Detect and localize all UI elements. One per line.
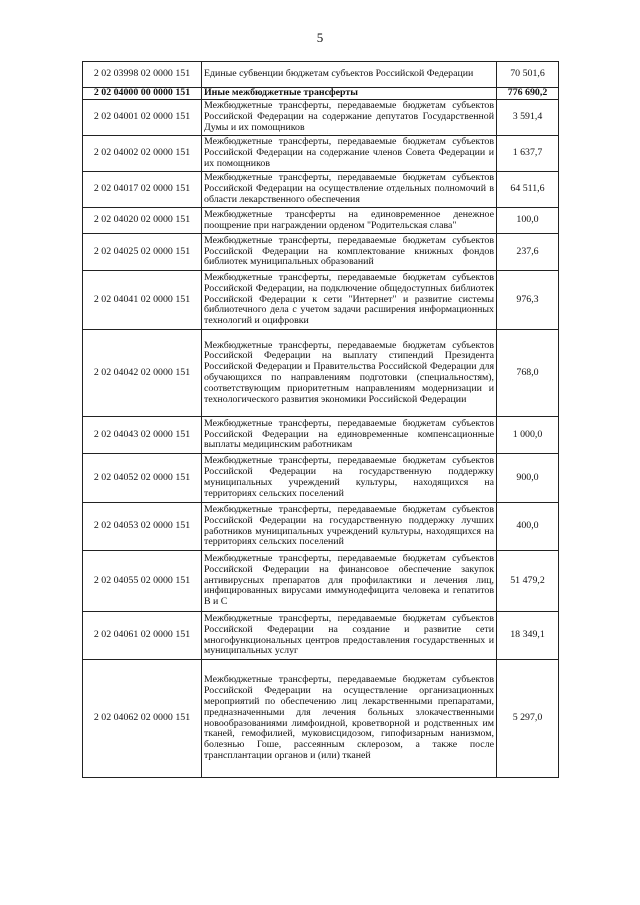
row-name-cell: Межбюджетные трансферты, передаваемые бюджетам субъектов Российской Федерации на осуществление отдельных полномочий в области лекарственного обеспечения	[202, 172, 497, 208]
row-name-cell: Межбюджетные трансферты, передаваемые бюджетам субъектов Российской Федерации на создание и развитие сети многофункциональных центров предоставления государственных и муниципальных услуг	[202, 612, 497, 660]
table-row	[83, 330, 559, 417]
row-name-cell: Межбюджетные трансферты, передаваемые бюджетам субъектов Российской Федерации на осуществление организационных мероприятий по обеспечению лиц лекарственными препаратами, предназначенными для лечения больных злокачественными новообразованиями лимфоидной, кроветворной и родственных им тканей, гемофилией, муковисцидозом, гипофизарным нанизмом, болезнью Гоше, рассеянным склерозом, а также после трансплантации органов и (или) тканей	[202, 660, 497, 778]
row-code-cell: 2 02 04061 02 0000 151	[83, 612, 202, 660]
row-name-cell: Иные межбюджетные трансферты	[202, 88, 497, 100]
row-name-cell: Единые субвенции бюджетам субъектов Российской Федерации	[202, 62, 497, 88]
row-code-cell: 2 02 03998 02 0000 151	[83, 62, 202, 88]
row-code-cell: 2 02 04000 00 0000 151	[83, 88, 202, 100]
table-row	[83, 100, 559, 136]
table-row	[83, 136, 559, 172]
row-amount-cell: 100,0	[497, 208, 559, 234]
budget-table-body	[83, 62, 559, 778]
row-amount-cell: 400,0	[497, 503, 559, 551]
row-code-cell: 2 02 04055 02 0000 151	[83, 551, 202, 612]
row-code-cell: 2 02 04020 02 0000 151	[83, 208, 202, 234]
table-row	[83, 612, 559, 660]
table-row	[83, 454, 559, 503]
row-name-cell: Межбюджетные трансферты, передаваемые бюджетам субъектов Российской Федерации на содержание депутатов Государственной Думы и их помощников	[202, 100, 497, 136]
row-amount-cell: 51 479,2	[497, 551, 559, 612]
row-name-cell: Межбюджетные трансферты, передаваемые бюджетам субъектов Российской Федерации на государственную поддержку муниципальных учреждений культуры, находящихся на территориях сельских поселений	[202, 454, 497, 503]
table-row	[83, 551, 559, 612]
row-name-cell: Межбюджетные трансферты, передаваемые бюджетам субъектов Российской Федерации на государственную поддержку лучших работников муниципальных учреждений культуры, находящихся на территориях сельских поселений	[202, 503, 497, 551]
row-amount-cell: 776 690,2	[497, 88, 559, 100]
row-amount-cell: 1 637,7	[497, 136, 559, 172]
row-amount-cell: 1 000,0	[497, 417, 559, 454]
row-code-cell: 2 02 04042 02 0000 151	[83, 330, 202, 417]
row-name-cell: Межбюджетные трансферты, передаваемые бюджетам субъектов Российской Федерации на содержание членов Совета Федерации и их помощников	[202, 136, 497, 172]
row-code-cell: 2 02 04002 02 0000 151	[83, 136, 202, 172]
row-code-cell: 2 02 04052 02 0000 151	[83, 454, 202, 503]
budget-table	[82, 61, 559, 778]
row-name-cell: Межбюджетные трансферты на единовременное денежное поощрение при награждении орденом "Родительская слава"	[202, 208, 497, 234]
row-code-cell: 2 02 04053 02 0000 151	[83, 503, 202, 551]
row-name-cell: Межбюджетные трансферты, передаваемые бюджетам субъектов Российской Федерации, на подключение общедоступных библиотек Российской Федерации к сети "Интернет" и развитие системы библиотечного дела с учетом задачи расширения информационных технологий и оцифровки	[202, 271, 497, 330]
row-amount-cell: 3 591,4	[497, 100, 559, 136]
page-number: 5	[316, 30, 324, 45]
table-row	[83, 234, 559, 271]
row-name-cell: Межбюджетные трансферты, передаваемые бюджетам субъектов Российской Федерации на единовременные компенсационные выплаты медицинским работникам	[202, 417, 497, 454]
table-row	[83, 271, 559, 330]
table-row	[83, 172, 559, 208]
row-amount-cell: 900,0	[497, 454, 559, 503]
row-code-cell: 2 02 04025 02 0000 151	[83, 234, 202, 271]
row-amount-cell: 237,6	[497, 234, 559, 271]
row-code-cell: 2 02 04001 02 0000 151	[83, 100, 202, 136]
row-amount-cell: 5 297,0	[497, 660, 559, 778]
table-row	[83, 62, 559, 88]
row-name-cell: Межбюджетные трансферты, передаваемые бюджетам субъектов Российской Федерации на комплектование книжных фондов библиотек муниципальных образований	[202, 234, 497, 271]
row-name-cell: Межбюджетные трансферты, передаваемые бюджетам субъектов Российской Федерации на финансовое обеспечение закупок антивирусных препаратов для профилактики и лечения лиц, инфицированных вирусами иммунодефицита человека и гепатитов В и С	[202, 551, 497, 612]
row-amount-cell: 768,0	[497, 330, 559, 417]
row-code-cell: 2 02 04062 02 0000 151	[83, 660, 202, 778]
row-name-cell: Межбюджетные трансферты, передаваемые бюджетам субъектов Российской Федерации на выплату стипендий Президента Российской Федерации и Правительства Российской Федерации для обучающихся по направлениям подготовки (специальностям), соответствующим приоритетным направлениям модернизации и технологического развития экономики Российской Федерации	[202, 330, 497, 417]
row-code-cell: 2 02 04017 02 0000 151	[83, 172, 202, 208]
row-amount-cell: 64 511,6	[497, 172, 559, 208]
table-row	[83, 660, 559, 778]
row-amount-cell: 70 501,6	[497, 62, 559, 88]
table-row	[83, 503, 559, 551]
table-row	[83, 208, 559, 234]
table-row	[83, 417, 559, 454]
table-row	[83, 88, 559, 100]
row-code-cell: 2 02 04043 02 0000 151	[83, 417, 202, 454]
row-amount-cell: 18 349,1	[497, 612, 559, 660]
row-code-cell: 2 02 04041 02 0000 151	[83, 271, 202, 330]
row-amount-cell: 976,3	[497, 271, 559, 330]
